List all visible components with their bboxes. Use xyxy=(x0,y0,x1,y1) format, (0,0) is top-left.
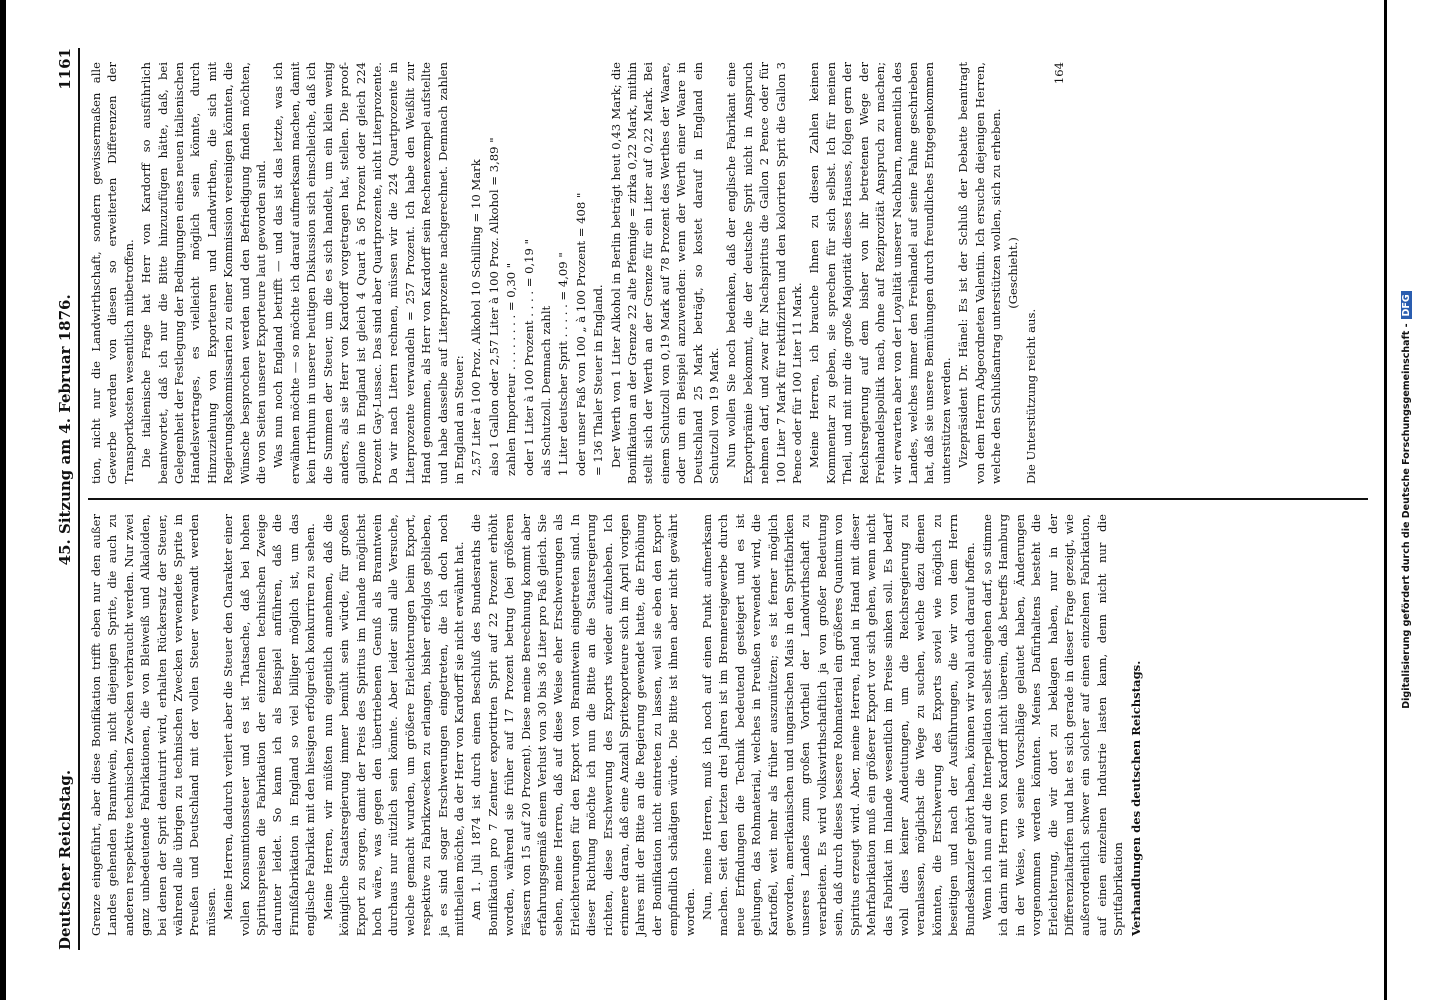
stage-direction: (Geschieht.) xyxy=(1006,237,1021,309)
paragraph: Meine Herren, ich brauche Ihnen zu diesen Zahlen keinen Kommentar zu geben, sie sprechen für sich selbst. Ich für meinen Theil, und mit mir die große Majorität dieses Hauses, folgen gern der Reichsregierung auf dem bisher von ihr betretenen Wege der Freihandelspolitik nach, ohne auf Reziprozität Anspruch zu machen; wir erwarten aber von der Loyalität unserer Nachbarn, namentlich des Landes, welches immer den Freihandel auf seine Fahne geschrieben hat, daß sie unsere Bemühungen durch freundliches Entgegenkommen unterstützen werden. xyxy=(807,62,953,484)
calculation-line: also 1 Gallon oder 2,57 Liter à 100 Proz. Alkohol = 3,89 " xyxy=(486,137,501,476)
calculation-line: oder unser Faß von 100 „ à 100 Prozent = 408 " xyxy=(573,192,588,476)
calculation-line: = 136 Thaler Steuer in England. xyxy=(591,284,606,476)
paragraph: Meine Herren, wir müßten nun eigentlich annehmen, daß die königliche Staatsregierung immer bemüht sein würde, für großen Export zu sorgen, damit der Preis des Spiritus im Inlande möglichst hoch wäre, was gegen den übertriebenen Genuß als Branntwein durchaus nur nützlich sein könnte. Aber leider sind alle Versuche, welche gemacht wurden, um größere Erleichterungen beim Export, respektive zu Fabrikzwecken zu erlangen, bisher erfolglos geblieben, ja es sind sogar Erschwerungen eingetreten, die ich doch noch mittheilen möchte, da der Herr von Kardorff sie nicht erwähnt hat. xyxy=(320,514,466,936)
paragraph: Was nun noch England betrifft — und das ist das letzte, was ich erwähnen möchte — so möchte ich darauf aufmerksam machen, damit kein Irrthum in unserer heutigen Diskussion sich einschleiche, daß ich die Summen der Steuer, um die es sich handelt, um ein klein wenig anders, als sie Herr von Kardorff vorgetragen hat, stellen. Die proof-gallone in England ist gleich 4 Quart à 56 Prozent oder gleich 224 Prozent Gay-Lussac. Das sind aber Quartprozente, nicht Literprozente. Da wir nach Litern rechnen, müssen wir die 224 Quartprozente in Literprozente verwandeln = 257 Prozent. Ich habe den Weißlit zur Hand genommen, als Herr von Kardorff sein Rechenexempel aufstellte und habe dasselbe auf Literprozente nachgerechnet. Demnach zahlen in England an Steuer: xyxy=(271,62,466,484)
right-column xyxy=(88,48,1368,498)
text-columns xyxy=(88,48,1368,950)
closing-line: Die Unterstützung reicht aus. xyxy=(1023,308,1038,484)
paragraph: Am 1. Juli 1874 ist durch einen Beschluß des Bundesraths die Bonifikation pro 7 Zentner exportirten Sprit auf 22 Prozent erhöht worden, während sie früher auf 17 Prozent betrug (bei größeren Fässern von 15 auf 20 Prozent). Diese meine Berechnung kommt aber erfahrungsgemäß einem Verlust von 30 bis 36 Liter pro Faß gleich. Sie sehen, meine Herren, daß auf diese Weise eher Erschwerungen als Erleichterungen für den Export von Branntwein eingetreten sind. In dieser Richtung möchte ich nun die Bitte an die Staatsregierung richten, diese Erschwerung des Exports wieder aufzuheben. Ich erinnere daran, daß eine Anzahl Spritexporteure sich im April vorigen Jahres mit der Bitte an die Regierung gewendet hatte, die Erhöhung der Bonifikation nicht eintreten zu lassen, weil sie eben den Export empfindlich schädigen würde. Die Bitte ist ihnen aber nicht gewährt worden. xyxy=(469,514,697,936)
paragraph: Der Werth von 1 Liter Alkohol in Berlin beträgt heut 0,43 Mark; die Bonifikation an der Grenze 22 alte Pfennige = zirka 0,22 Mark, mithin stellt sich der Werth an der Grenze für ein Liter auf 0,22 Mark. Bei einem Schutzoll von 0,19 Mark auf 78 Prozent des Werthes der Waare, oder um ein Beispiel anzuwenden: wenn der Werth einer Waare in Deutschland 25 Mark beträgt, so kostet darauf in England ein Schutzoll von 19 Mark. xyxy=(608,62,722,484)
calculation-line: als Schutzoll. Demnach zahlt xyxy=(538,305,553,476)
left-column xyxy=(88,500,1368,950)
dfg-sidebar-note xyxy=(1401,160,1415,840)
calculation-line: 1 Liter deutscher Sprit . . . . . = 4,09 " xyxy=(556,252,571,476)
scan-left-edge xyxy=(0,0,6,1000)
paragraph: Nun, meine Herren, muß ich noch auf einen Punkt aufmerksam machen. Seit den letzten drei Jahren ist im Brennereigewerbe durch neue Erfindungen die Technik bedeutend gesteigert und es ist gelungen, das Rohmaterial, welches in Preußen verwendet wird, die Kartoffel, weit mehr als früher auszunützen; es ist ferner möglich geworden, amerikanischen und ungarischen Mais in den Spritfabriken unseres Landes zum großen Vortheil der Landwirthschaft zu verarbeiten. Es wird volkswirthschaftlich ja von großer Bedeutung sein, daß durch dieses bessere Rohmaterial ein größeres Quantum von Spiritus erzeugt wird. Aber, meine Herren, Hand in Hand mit dieser Mehrfabrikation muß ein größerer Export vor sich gehen, wenn nicht das Fabrikat im Inlande wesentlich im Preise sinken soll. Es bedarf wohl dies keiner Andeutungen, um die Reichsregierung zu veranlassen, möglichst die Wege zu suchen, welche dazu dienen könnten, die Erschwerung des Exports soviel wie möglich zu beseitigen und nach der Ausführungen, die wir von dem Herrn Bundeskanzler gehört haben, können wir wohl auch darauf hoffen. xyxy=(700,514,977,936)
header-middle: 45. Sitzung am 4. Februar 1876. xyxy=(56,294,74,566)
paragraph: Nun wollen Sie noch bedenken, daß der englische Fabrikant eine Exportprämie bekommt, die der deutsche Sprit nicht in Anspruch nehmen darf, und zwar für Nachspiritus die Gallon 2 Pence oder für 100 Liter 7 Mark für rektifizirten und den kolorirten Sprit die Gallon 3 Pence oder für 100 Liter 11 Mark. xyxy=(724,62,805,484)
paragraph: tion, nicht nur die Landwirthschaft, sondern gewissermaßen alle Gewerbe werden von diesen so erweiterten Differenzen der Transportkosten wesentlich mitbetroffen. xyxy=(89,62,136,484)
sidebar-text: Digitalisierung gefördert durch die Deutsche Forschungsgemeinschaft - xyxy=(1401,323,1412,709)
paragraph: Meine Herren, dadurch verliert aber die Steuer den Charakter einer vollen Konsumtionssteuer und es ist Thatsache, daß bei hohen Spirituspreisen die Fabrikation der einzelnen technischen Zweige darunter leidet. So kann ich als Beispiel anführen, daß die Firnißfabrikation in England so viel billiger möglich ist, um das englische Fabrikat mit den hiesigen erfolgreich konkurriren zu sehen. xyxy=(221,514,318,936)
footer-text: Verhandlungen des deutschen Reichstags. xyxy=(1128,660,1143,936)
calculation-line: oder 1 Liter à 100 Prozent . . . . = 0,19 " xyxy=(521,239,536,476)
vice-president-statement: Vizepräsident Dr. Hänel: Es ist der Schluß der Debatte beantragt von dem Herrn Abgeordneten Valentin. Ich ersuche diejenigen Herren, welche den Schlußantrag unterstützen wollen, sich zu erheben. xyxy=(956,62,1003,484)
paragraph: Wenn ich nun auf die Interpellation selbst eingehen darf, so stimme ich darin mit Herrn von Kardorff nicht überein, daß betreffs Hamburg in der Weise, wie seine Vorschläge gelautet haben, Änderungen vorgenommen werden könnten. Meines Dafürhaltens besteht die Erleichterung, die wir dort zu beklagen haben, nur in der Differenzialtarifen und hat es sich gerade in dieser Frage gezeigt, wie außerordentlich schwer ein solcher auf einen einzelnen Fabrikation, auf einen einzelnen Industrie lasten kann, denn nicht nur die Spritfabrikation xyxy=(979,514,1126,936)
header-left: Deutscher Reichstag. xyxy=(56,769,74,950)
calculation-line: zahlen Importeur . . . . . . . . = 0,30 " xyxy=(504,262,519,476)
paragraph: Die italienische Frage hat Herr von Kardorff so ausführlich beantwortet, daß ich nur die Bitte hinzuzufügen hätte, daß, bei Gelegenheit der Festlegung der Bedingungen eines neuen italienischen Handelsvertrages, es vielleicht möglich sein könnte, durch Hinzuziehung von Exporteuren und Landwirthen, die sich mit Regierungskommissarien zu einer Kommission vereinigen könnten, die Wünsche besprochen werden und den Befriedigung finden möchten, die von Seiten unserer Exporteure laut geworden sind. xyxy=(139,62,269,484)
document-page xyxy=(26,20,1406,980)
signature-number: 164 xyxy=(1052,62,1067,85)
paragraph: Grenze eingeführt, aber diese Bonifikation trifft eben nur den außer Landes gehenden Branntwein, nicht diejenigen Sprite, die auch zu anderen respektive technischen Zwecken verbraucht werden. Nur zwei ganz unbedeutende Fabrikationen, die von Bleiweiß und Alkaloiden, bei denen der Sprit denaturirt wird, erhalten Rückersatz der Steuer, während alle übrigen zu technischen Zwecken verwendete Sprite in Preußen und Deutschland mit der vollen Steuer verwandt werden müssen. xyxy=(89,514,218,936)
column-divider xyxy=(88,498,1368,500)
calculation-line: 2,57 Liter à 100 Proz. Alkohol 10 Schilling = 10 Mark xyxy=(469,159,484,476)
page-header xyxy=(56,48,80,950)
page-number: 1161 xyxy=(56,48,74,90)
dfg-logo: DFG xyxy=(1401,291,1412,319)
